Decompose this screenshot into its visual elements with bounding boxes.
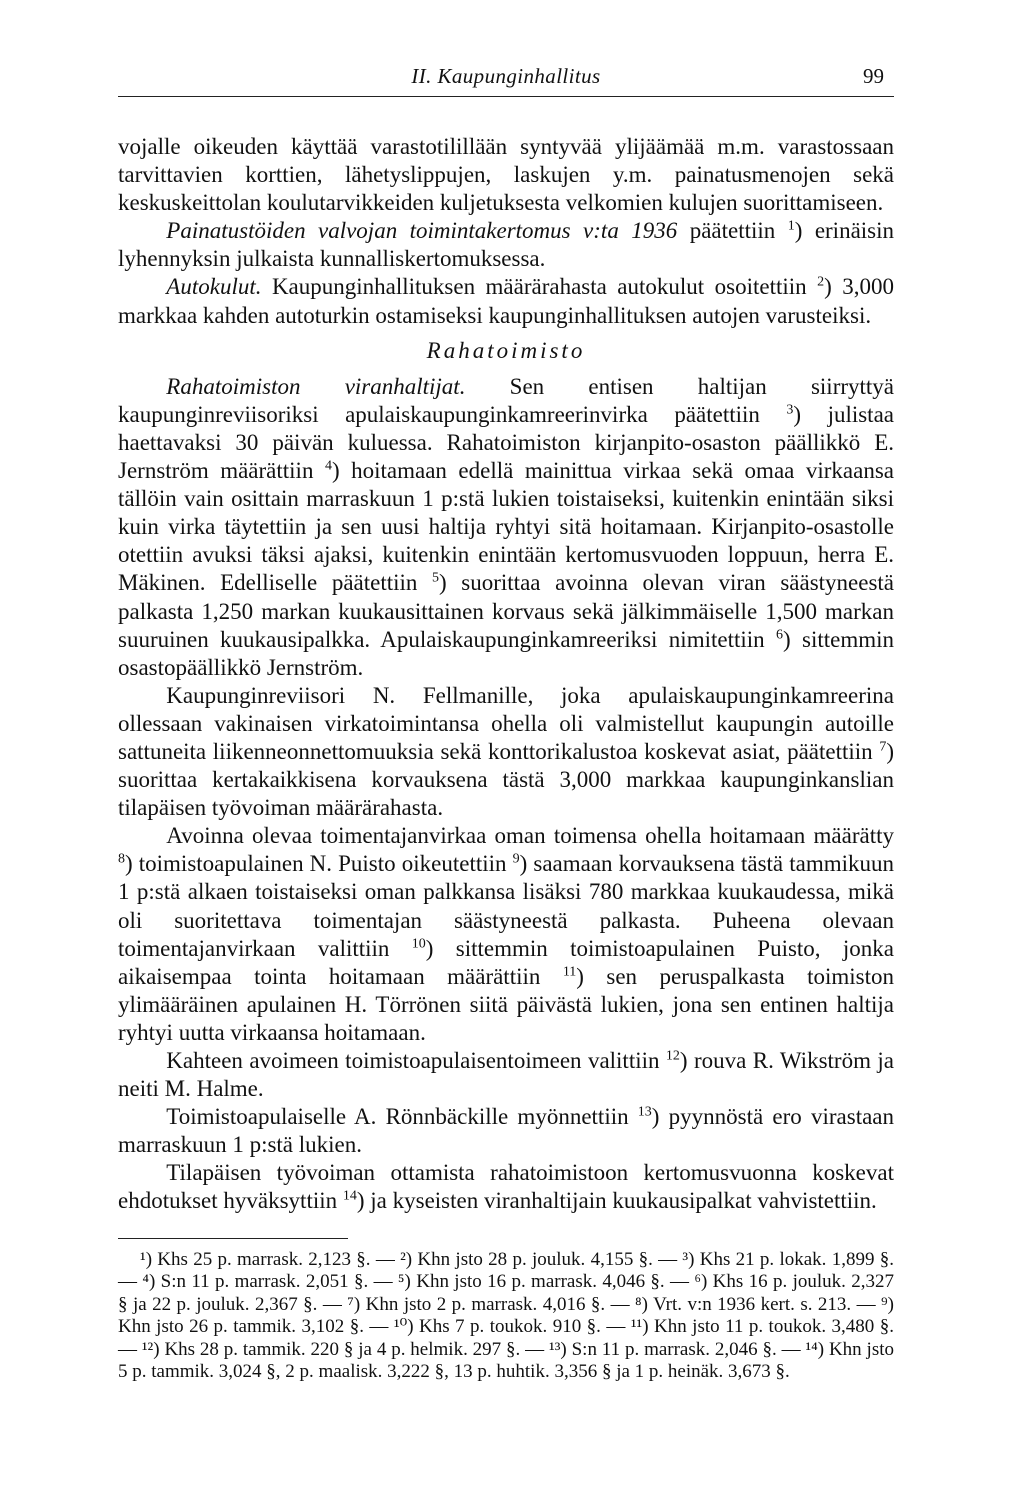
paragraph-tilapainen: Tilapäisen työvoiman ottamista rahatoimistoon kertomusvuonna koskevat ehdotukset hyväksyttiin $^{14}$) ja kyseisten viranhaltijain kuukausipalkat vahvistettiin. bbox=[118, 1160, 894, 1214]
footnote-ref: 9 bbox=[512, 851, 520, 867]
paragraph-autokulut: Autokulut. Kaupunginhallituksen määrärahasta autokulut osoitettiin $^2$) 3,000 markkaa kahden autoturkin ostamiseksi kaupunginhallituksen autojen varusteiksi. bbox=[118, 274, 894, 328]
paragraph-title: Rahatoimiston viranhaltijat. bbox=[166, 373, 466, 399]
footnote-ref: 10 bbox=[411, 935, 426, 951]
footnote-ref: 2 bbox=[817, 274, 825, 290]
paragraph-fellman: Kaupunginreviisori N. Fellmanille, joka apulaiskaupunginkamreerina ollessaan vakinaisen virkatoimintansa ohella oli valmistellut kaupungin autoille sattuneita liikenneonnettomuuksia sekä konttorikalustoa koskevat asiat, päätettiin $^7$) suorittaa kertakaikkisena korvauksena tästä 3,000 markkaa kaupunginkanslian tilapäisen työvoiman määrärahasta. bbox=[118, 682, 894, 821]
footnote-ref: 1 bbox=[787, 218, 795, 234]
paragraph-wikstrom: Kahteen avoimeen toimistoapulaisentoimeen valittiin $^{12}$) rouva R. Wikström ja neiti M. Halme. bbox=[118, 1048, 894, 1102]
footnote-text: ¹) Khs 25 p. marrask. 2,123 §. — ²) Khn jsto 28 p. jouluk. 4,155 §. — ³) Khs 21 p. lokak. 1,899 §. — ⁴) S:n 11 p. marrask. 2,051 §. — ⁵) Khn jsto 16 p. marrask. 4,046 §. — ⁶) Khs 16 p. jouluk. 2,327 § ja 22 p. jouluk. 2,367 §. — ⁷) Khn jsto 2 p. marrask. 4,016 §. — ⁸) Vrt. v:n 1936 kert. s. 213. — ⁹) Khn jsto 26 p. tammik. 3,102 §. — ¹⁰) Khs 7 p. toukok. 910 §. — ¹¹) Khn jsto 11 p. toukok. 3,480 §. — ¹²) Khs 28 p. tammik. 220 § ja 4 p. helmik. 297 §. — ¹³) S:n 11 p. marrask. 2,046 §. — ¹⁴) Khn jsto 5 p. tammik. 3,024 §, 2 p. maalisk. 3,222 §, 13 p. huhtik. 3,356 § ja 1 p. heinäk. 3,673 §. bbox=[118, 1248, 894, 1383]
footnote-ref: 12 bbox=[665, 1048, 680, 1064]
paragraph-puisto: Avoinna olevaa toimentajanvirkaa oman toimensa ohella hoitamaan määrätty $^8$) toimistoapulainen N. Puisto oikeutettiin $^9$) saamaan korvauksena tästä tammikuun 1 p:stä alkaen toistaiseksi oman palkkansa lisäksi 780 markkaa kuukaudessa, mikä oli suoritettava toimentajan säästyneestä palkasta. Puheena olevaan toimentajanvirkaan valittiin $^{10}$) sittemmin toimistoapulainen Puisto, jonka aikaisempaa tointa hoitamaan määrättiin $^{11}$) sen peruspalkasta toimiston ylimääräinen apulainen H. Törrönen siitä päivästä lukien, jona sen entinen haltija ryhtyi uutta virkaansa hoitamaan. bbox=[118, 823, 894, 1045]
paragraph-viranhaltijat: Rahatoimiston viranhaltijat. Sen entisen haltijan siirryttyä kaupunginreviisoriksi apulaiskaupunginkamreerinvirka päätettiin $^3$) julistaa haettavaksi 30 päivän kuluessa. Rahatoimiston kirjanpito-osaston päällikkö E. Jernström määrättiin $^4$) hoitamaan edellä mainittua virkaa sekä omaa virkaansa tällöin vain osittain marraskuun 1 p:stä lukien toistaiseksi, kuitenkin enintään siksi kuin virka täytettiin ja sen uusi haltija ryhtyi sitä hoitamaan. Kirjanpito-osastolle otettiin avuksi täksi ajaksi, kuitenkin enintään kertomusvuoden loppuun, herra E. Mäkinen. Edelliselle päätettiin $^5$) suorittaa avoinna olevan viran säästyneestä palkasta 1,250 markan kuukausittainen korvaus sekä jälkimmäiselle 1,500 markan suuruinen kuukausipalkka. Apulaiskaupunginkamreeriksi nimitettiin $^6$) sittemmin osastopäällikkö Jernström. bbox=[118, 373, 895, 680]
paragraph-1: vojalle oikeuden käyttää varastotilillään syntyvää ylijäämää m.m. varastossaan tarvittavien korttien, lähetyslippujen, laskujen y.m. painatusmenojen sekä keskuskeittolan koulutarvikkeiden kuljetuksesta velkomien kulujen suorittamiseen. bbox=[118, 134, 894, 216]
paragraph-title: Painatustöiden valvojan toimintakertomus v:ta 1936 bbox=[166, 218, 678, 244]
footnote-ref: 14 bbox=[342, 1188, 357, 1204]
footnote-ref: 11 bbox=[562, 964, 577, 980]
footnote-ref: 13 bbox=[637, 1104, 652, 1120]
paragraph-painatustoiden: Painatustöiden valvojan toimintakertomus v:ta 1936 päätettiin $^1$) erinäisin lyhennyksin julkaista kunnalliskertomuksessa. bbox=[118, 218, 895, 272]
document-page bbox=[118, 52, 894, 1384]
paragraph-title: Autokulut. bbox=[166, 274, 262, 300]
footnote-ref: 6 bbox=[775, 626, 783, 642]
footnotes bbox=[118, 1239, 894, 1384]
running-title: II. Kaupunginhallitus bbox=[411, 64, 601, 88]
footnote-ref: 5 bbox=[432, 570, 440, 586]
paragraph-ronnback: Toimistoapulaiselle A. Rönnbäckille myönnettiin $^{13}$) pyynnöstä ero virastaan marraskuun 1 p:stä lukien. bbox=[118, 1104, 894, 1158]
page-header bbox=[118, 52, 894, 97]
body-text bbox=[118, 133, 894, 1216]
section-heading: Rahatoimisto bbox=[426, 337, 586, 363]
footnote-ref: 3 bbox=[786, 402, 794, 418]
page-number: 99 bbox=[863, 64, 884, 88]
footnote-ref: 8 bbox=[118, 851, 125, 867]
footnote-ref: 4 bbox=[324, 458, 332, 474]
footnote-ref: 7 bbox=[879, 739, 887, 755]
